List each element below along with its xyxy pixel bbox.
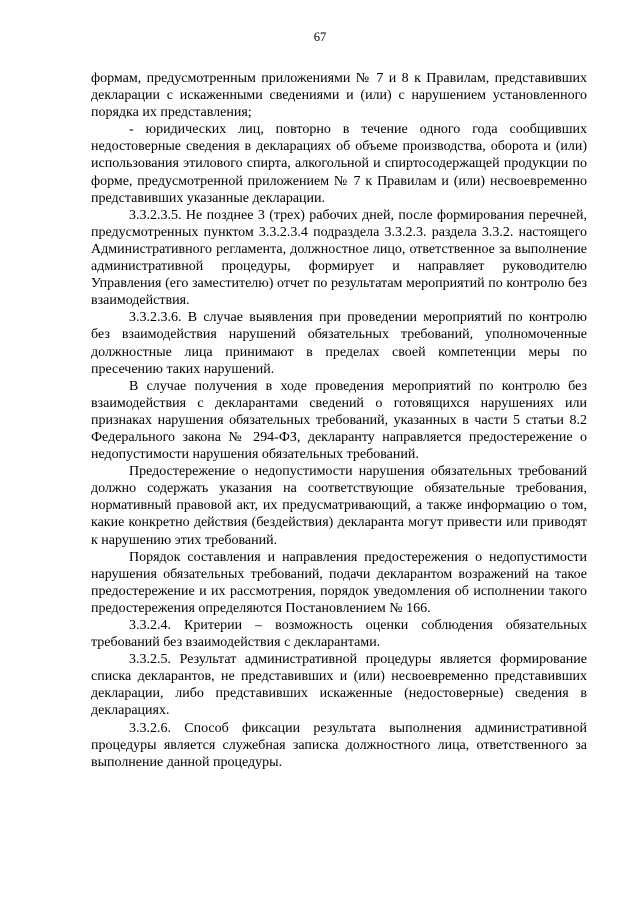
paragraph-list-item-legal-entities: - юридических лиц, повторно в течение одного года сообщивших недостоверные сведения в декларациях об объеме производства, оборота и (или) использования этилового спирта, алкогольной и спиртосодержащей продукции по форме, предусмотренной приложением № 7 к Правилам и (или) несвоевременно представивших указанные декларации. — [91, 122, 587, 206]
paragraph-continuation: формам, предусмотренным приложениями № 7 и 8 к Правилам, представивших декларации с искаженными сведениями и (или) с нарушением установленного порядка их представления; — [91, 71, 587, 121]
page-number: 67 — [313, 30, 327, 44]
paragraph-3-3-2-3-5: 3.3.2.3.5. Не позднее 3 (трех) рабочих дней, после формирования перечней, предусмотренных пунктом 3.3.2.3.4 подраздела 3.3.2.3. раздела 3.3.2. настоящего Административного регламента, должностное лицо, ответственное за выполнение административной процедуры, формирует и направляет руководителю Управления (его заместителю) отчет по результатам мероприятий по контролю без взаимодействия. — [91, 207, 587, 309]
document-body — [91, 70, 587, 771]
paragraph-3-3-2-3-6: 3.3.2.3.6. В случае выявления при проведении мероприятий по контролю без взаимодействия нарушений обязательных требований, уполномоченные должностные лица принимают в пределах своей компетенции меры по пресечению таких нарушений. — [91, 310, 587, 377]
paragraph-warning-procedure: Порядок составления и направления предостережения о недопустимости нарушения обязательных требований, подачи декларантом возражений на такое предостережение и их рассмотрения, порядок уведомления об исполнении такого предостережения определяются Постановлением № 166. — [91, 549, 587, 616]
paragraph-3-3-2-6: 3.3.2.6. Способ фиксации результата выполнения административной процедуры является служебная записка должностного лица, ответственного за выполнение данной процедуры. — [91, 720, 587, 770]
paragraph-warning-contents: Предостережение о недопустимости нарушения обязательных требований должно содержать указания на соответствующие обязательные требования, нормативный правовой акт, их предусматривающий, а также информацию о том, какие конкретно действия (бездействия) декларанта могут привести или приводят к нарушению этих требований. — [91, 464, 587, 548]
paragraph-3-3-2-4: 3.3.2.4. Критерии – возможность оценки соблюдения обязательных требований без взаимодействия с декларантами. — [91, 618, 587, 651]
paragraph-3-3-2-5: 3.3.2.5. Результат административной процедуры является формирование списка декларантов, не представивших и (или) несвоевременно представивших декларации, либо представивших искаженные (недостоверные) сведения в декларациях. — [91, 652, 587, 719]
paragraph-warning-issuance: В случае получения в ходе проведения мероприятий по контролю без взаимодействия с декларантами сведений о готовящихся нарушениях или признаках нарушения обязательных требований, указанных в части 5 статьи 8.2 Федерального закона № 294-ФЗ, декларанту направляется предостережение о недопустимости нарушения обязательных требований. — [91, 378, 587, 463]
